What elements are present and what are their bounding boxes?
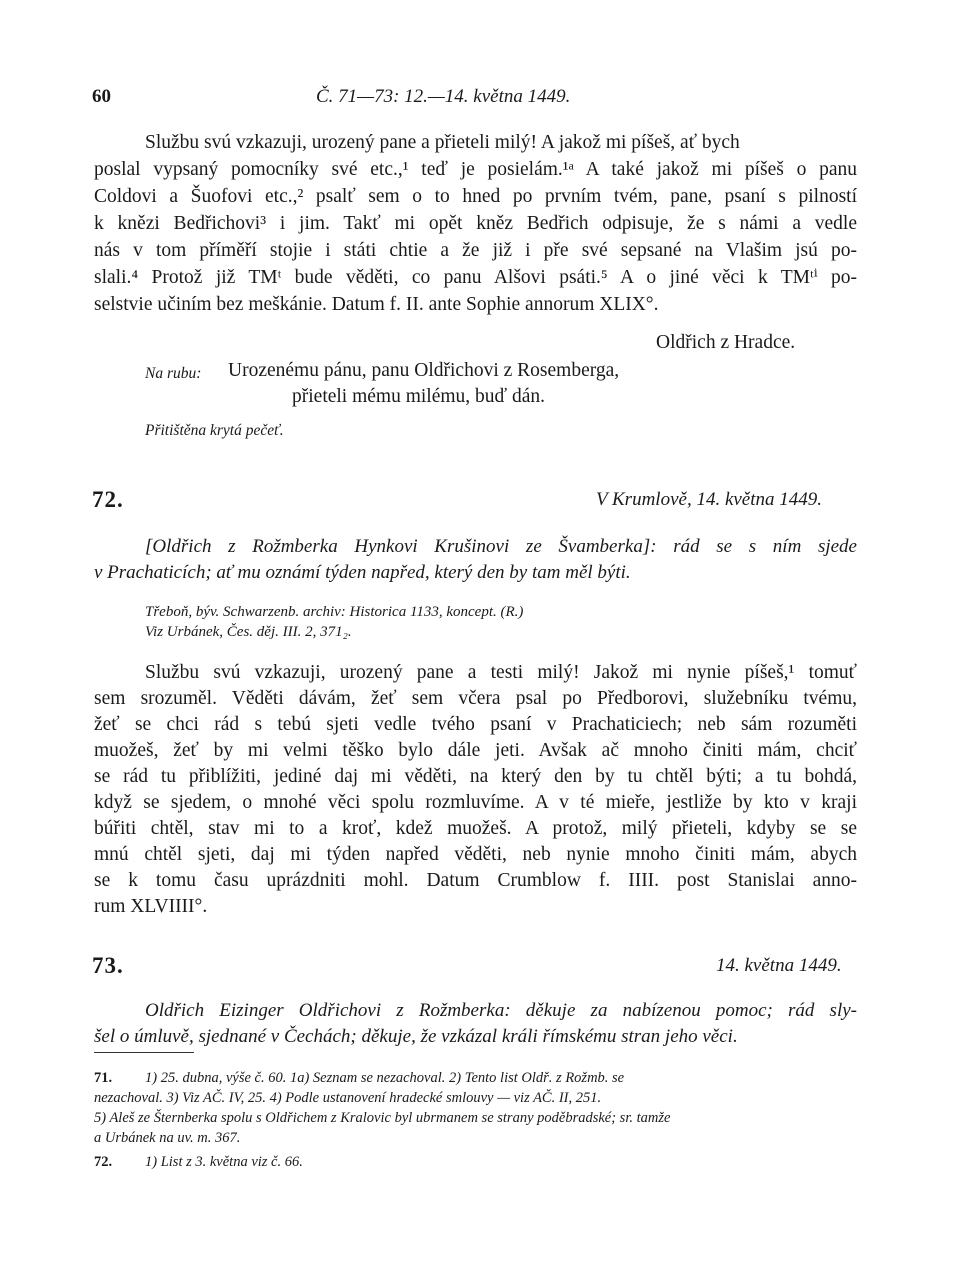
footnote-line: 1) List z 3. května viz č. 66. <box>145 1154 303 1170</box>
footnote-line: a Urbánek na uv. m. 367. <box>94 1130 241 1146</box>
footnote-line: 5) Aleš ze Šternberka spolu s Oldřichem z Kralovic byl ubrmanem se strany poděbradské; sr. tamže <box>94 1110 671 1126</box>
letter-date: V Krumlově, 14. května 1449. <box>596 489 823 510</box>
text-line: búřiti chtěl, stav mi to a kroť, kdež muožeš. A protož, milý přieteli, kdyby se se <box>94 818 857 839</box>
letter-summary: Oldřich Eizinger Oldřichovi z Rožmberka: děkuje za nabízenou pomoc; rád sly- <box>145 1000 857 1021</box>
page-number: 60 <box>92 86 111 107</box>
footnote-line: nezachoval. 3) Viz AČ. IV, 25. 4) Podle ustanovení hradecké smlouvy — viz AČ. II, 251. <box>94 1090 602 1106</box>
text-line: se k tomu času uprázdniti mohl. Datum Crumblow f. IIII. post Stanislai anno- <box>94 870 857 891</box>
source-note: Viz Urbánek, Čes. děj. III. 2, 371₂. <box>145 624 352 640</box>
letter-summary: šel o úmluvě, sjednané v Čechách; děkuje, že vzkázal králi římskému stran jeho věci. <box>94 1026 738 1047</box>
letter-date: 14. května 1449. <box>716 955 842 976</box>
text-line: když se sjedem, o mnohé věci spolu rozmluvíme. A v té mieře, jestliže by kto v kraji <box>94 792 857 813</box>
signature: Oldřich z Hradce. <box>656 332 796 353</box>
text-line: sem srozuměl. Věděti dávám, žeť sem včera psal po Předborovi, služebníku tvému, <box>94 688 857 709</box>
text-line: Službu svú vzkazuji, urozený pane a přieteli milý! A jakož mi píšeš, ať bych <box>145 132 740 153</box>
text-line: k knězi Bedřichovi³ i jim. Takť mi opět kněz Bedřich odpisuje, že s námi a vedle <box>94 213 857 234</box>
footnote-label: 72. <box>94 1154 113 1170</box>
letter-number: 72. <box>92 487 124 512</box>
letter-number: 73. <box>92 953 124 978</box>
na-rubu-label: Na rubu: <box>145 365 202 382</box>
footnote-label: 71. <box>94 1070 113 1086</box>
seal-note: Přitištěna krytá pečeť. <box>145 422 284 439</box>
text-line: nás v tom příměří stojie i státi chtie a že již i pře své sepsané na Vlašim jsú po- <box>94 240 857 261</box>
text-line: rum XLVIIII°. <box>94 896 208 917</box>
text-line: selstvie učiním bez meškánie. Datum f. II. ante Sophie annorum XLIX°. <box>94 294 659 315</box>
source-note: Třeboň, býv. Schwarzenb. archiv: Historica 1133, koncept. (R.) <box>145 604 524 620</box>
text-line: se rád tu přiblížiti, jediné daj mi věděti, na který den by tu chtěl býti; a tu bohdá, <box>94 766 857 787</box>
letter-summary: v Prachaticích; ať mu oznámí týden napřed, který den by tam měl býti. <box>94 562 631 583</box>
address-line: přieteli mému milému, buď dán. <box>292 386 546 407</box>
text-line: poslal vypsaný pomocníky své etc.,¹ teď je posielám.¹ᵃ A také jakož mi píšeš o panu <box>94 159 857 180</box>
footnote-divider <box>94 1052 194 1053</box>
text-line: mnú chtěl sjeti, daj mi týden napřed věděti, neb nynie mnoho činiti mám, abych <box>94 844 857 865</box>
text-line: žeť se chci rád s tebú sjeti vedle tvého psaní v Prachaticiech; neb sám rozuměti <box>94 714 857 735</box>
text-line: Coldovi a Šuofovi etc.,² psalť sem o to hned po prvním tvém, pane, psaní s pilností <box>94 186 857 207</box>
text-line: muožeš, žeť by mi velmi těško bylo dále jeti. Avšak ač mnoho činiti mám, chciť <box>94 740 857 761</box>
letter-summary: [Oldřich z Rožmberka Hynkovi Krušinovi ze Švamberka]: rád se s ním sjede <box>145 536 857 557</box>
text-line: Službu svú vzkazuji, urozený pane a testi milý! Jakož mi nynie píšeš,¹ tomuť <box>145 662 857 683</box>
address-line: Urozenému pánu, panu Oldřichovi z Rosemberga, <box>228 360 620 381</box>
running-head: Č. 71—73: 12.—14. května 1449. <box>316 86 571 107</box>
footnote-line: 1) 25. dubna, výše č. 60. 1a) Seznam se nezachoval. 2) Tento list Oldř. z Rožmb. se <box>145 1070 625 1086</box>
text-line: slali.⁴ Protož již TMᵗ bude věděti, co panu Alšovi psáti.⁵ A o jiné věci k TMᵗⁱ po- <box>94 267 857 288</box>
